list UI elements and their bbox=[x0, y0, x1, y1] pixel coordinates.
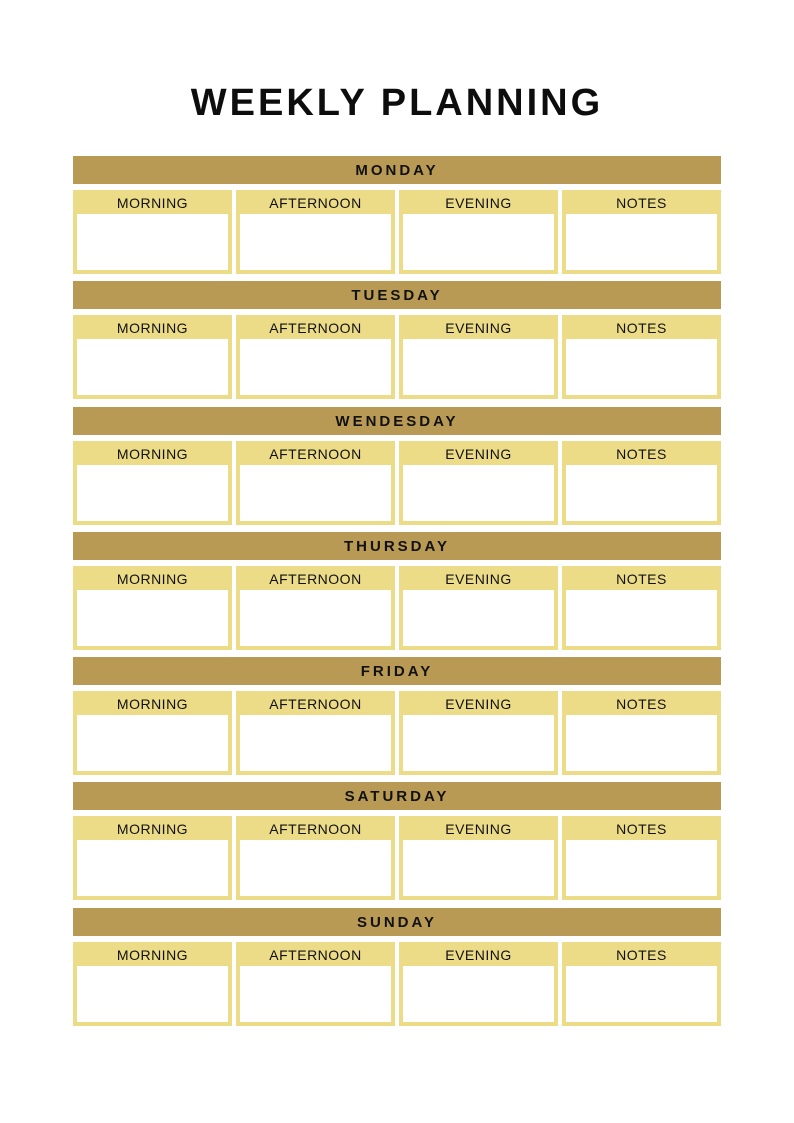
day-section-thursday bbox=[73, 532, 721, 650]
day-slots bbox=[73, 942, 721, 1026]
writing-box[interactable] bbox=[403, 214, 554, 270]
slot-afternoon bbox=[236, 315, 395, 399]
slot-label: EVENING bbox=[445, 445, 512, 462]
slot-evening bbox=[399, 942, 558, 1026]
writing-box[interactable] bbox=[566, 840, 717, 896]
slot-label: EVENING bbox=[445, 320, 512, 337]
slot-morning bbox=[73, 691, 232, 775]
slot-afternoon bbox=[236, 441, 395, 525]
writing-box[interactable] bbox=[403, 339, 554, 395]
slot-label: MORNING bbox=[116, 821, 189, 838]
day-header: WENDESDAY bbox=[73, 407, 721, 435]
writing-box[interactable] bbox=[566, 590, 717, 646]
slot-label: AFTERNOON bbox=[269, 821, 362, 838]
writing-box[interactable] bbox=[403, 590, 554, 646]
slot-notes bbox=[562, 315, 721, 399]
day-slots bbox=[73, 816, 721, 900]
writing-box[interactable] bbox=[240, 840, 391, 896]
day-header: SATURDAY bbox=[73, 782, 721, 810]
slot-label: NOTES bbox=[616, 320, 667, 337]
slot-label: NOTES bbox=[616, 445, 667, 462]
slot-label: AFTERNOON bbox=[269, 195, 362, 211]
slot-evening bbox=[399, 315, 558, 399]
slot-notes bbox=[562, 816, 721, 900]
slot-evening bbox=[399, 691, 558, 775]
day-section-friday bbox=[73, 657, 721, 775]
slot-label: NOTES bbox=[616, 570, 667, 587]
writing-box[interactable] bbox=[77, 339, 228, 395]
slot-label: NOTES bbox=[616, 946, 667, 963]
slot-afternoon bbox=[236, 566, 395, 650]
slot-evening bbox=[399, 566, 558, 650]
slot-label: NOTES bbox=[616, 195, 667, 211]
slot-label: MORNING bbox=[116, 320, 189, 337]
slot-label: EVENING bbox=[445, 195, 512, 211]
writing-box[interactable] bbox=[566, 715, 717, 771]
day-section-saturday bbox=[73, 782, 721, 900]
writing-box[interactable] bbox=[77, 840, 228, 896]
slot-label: AFTERNOON bbox=[269, 696, 362, 713]
writing-box[interactable] bbox=[403, 840, 554, 896]
writing-box[interactable] bbox=[240, 715, 391, 771]
day-slots bbox=[73, 441, 721, 525]
slot-notes bbox=[562, 441, 721, 525]
writing-box[interactable] bbox=[77, 966, 228, 1022]
slot-label: NOTES bbox=[616, 696, 667, 713]
day-header: TUESDAY bbox=[73, 281, 721, 309]
day-header: FRIDAY bbox=[73, 657, 721, 685]
day-section-monday bbox=[73, 156, 721, 274]
slot-notes bbox=[562, 942, 721, 1026]
writing-box[interactable] bbox=[403, 966, 554, 1022]
slot-afternoon bbox=[236, 190, 395, 274]
slot-label: EVENING bbox=[445, 696, 512, 713]
slot-label: EVENING bbox=[445, 946, 512, 963]
day-header: MONDAY bbox=[73, 156, 721, 184]
writing-box[interactable] bbox=[566, 339, 717, 395]
slot-label: EVENING bbox=[445, 570, 512, 587]
day-header: SUNDAY bbox=[73, 908, 721, 936]
slot-label: AFTERNOON bbox=[269, 320, 362, 337]
slot-morning bbox=[73, 190, 232, 274]
slot-morning bbox=[73, 566, 232, 650]
writing-box[interactable] bbox=[77, 715, 228, 771]
day-slots bbox=[73, 691, 721, 775]
slot-morning bbox=[73, 942, 232, 1026]
writing-box[interactable] bbox=[566, 214, 717, 270]
slot-label: MORNING bbox=[116, 570, 189, 587]
writing-box[interactable] bbox=[566, 465, 717, 521]
writing-box[interactable] bbox=[240, 465, 391, 521]
day-section-tuesday bbox=[73, 281, 721, 399]
writing-box[interactable] bbox=[403, 715, 554, 771]
slot-afternoon bbox=[236, 691, 395, 775]
day-slots bbox=[73, 315, 721, 399]
slot-morning bbox=[73, 441, 232, 525]
week-planner bbox=[73, 156, 721, 1033]
slot-label: AFTERNOON bbox=[269, 570, 362, 587]
writing-box[interactable] bbox=[77, 465, 228, 521]
slot-label: NOTES bbox=[616, 821, 667, 838]
slot-morning bbox=[73, 315, 232, 399]
day-slots bbox=[73, 566, 721, 650]
slot-evening bbox=[399, 816, 558, 900]
slot-label: MORNING bbox=[116, 696, 189, 713]
slot-label: MORNING bbox=[116, 445, 189, 462]
slot-notes bbox=[562, 190, 721, 274]
slot-label: AFTERNOON bbox=[269, 946, 362, 963]
page-title: WEEKLY PLANNING bbox=[190, 82, 604, 124]
writing-box[interactable] bbox=[566, 966, 717, 1022]
slot-evening bbox=[399, 190, 558, 274]
slot-notes bbox=[562, 691, 721, 775]
slot-label: MORNING bbox=[116, 946, 189, 963]
day-section-wednesday bbox=[73, 407, 721, 525]
day-slots bbox=[73, 190, 721, 274]
writing-box[interactable] bbox=[77, 590, 228, 646]
writing-box[interactable] bbox=[240, 590, 391, 646]
day-header: THURSDAY bbox=[73, 532, 721, 560]
slot-label: MORNING bbox=[116, 195, 189, 211]
slot-notes bbox=[562, 566, 721, 650]
slot-label: AFTERNOON bbox=[269, 445, 362, 462]
writing-box[interactable] bbox=[77, 214, 228, 270]
writing-box[interactable] bbox=[403, 465, 554, 521]
slot-evening bbox=[399, 441, 558, 525]
writing-box[interactable] bbox=[240, 214, 391, 270]
writing-box[interactable] bbox=[240, 339, 391, 395]
day-section-sunday bbox=[73, 908, 721, 1026]
slot-label: EVENING bbox=[445, 821, 512, 838]
slot-afternoon bbox=[236, 942, 395, 1026]
slot-morning bbox=[73, 816, 232, 900]
slot-afternoon bbox=[236, 816, 395, 900]
writing-box[interactable] bbox=[240, 966, 391, 1022]
